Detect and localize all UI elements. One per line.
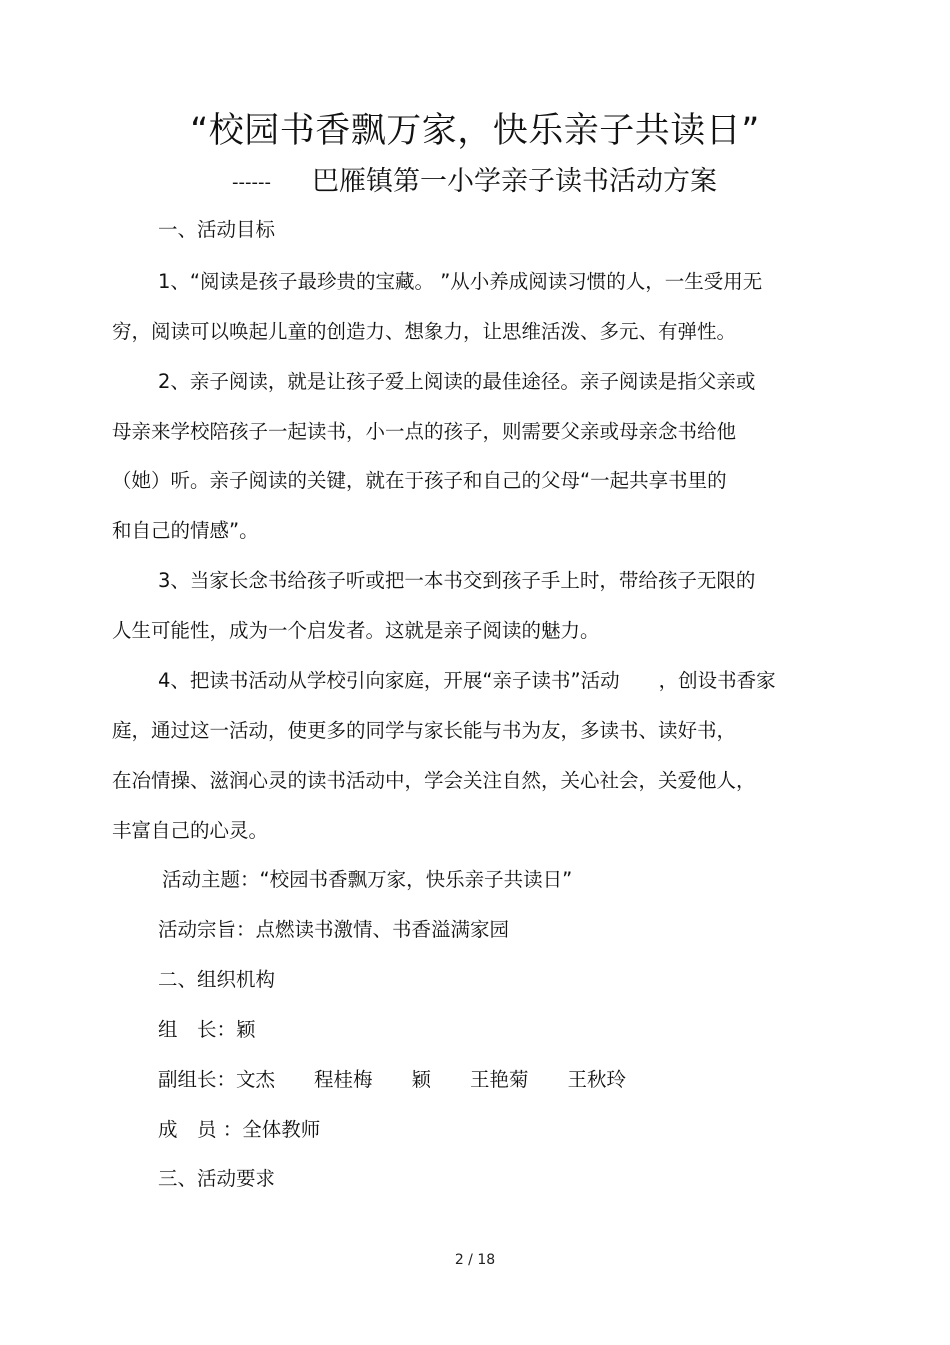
paragraph-line: 母亲来学校陪孩子一起读书，小一点的孩子，则需要父亲或母亲念书给他: [112, 420, 737, 443]
paragraph-line: 1、“阅读是孩子最珍贵的宝藏。 ”从小养成阅读习惯的人，一生受用无: [158, 270, 763, 293]
paragraph-line: 3、当家长念书给孩子听或把一本书交到孩子手上时，带给孩子无限的: [158, 569, 756, 592]
paragraph-line: 和自己的情感”。: [112, 519, 259, 542]
activity-theme: 活动主题：“校园书香飘万家，快乐亲子共读日”: [162, 868, 573, 891]
paragraph-line: 人生可能性，成为一个启发者。这就是亲子阅读的魅力。: [112, 619, 600, 642]
page-indicator: 2 / 18: [454, 1252, 496, 1268]
document-title: “校园书香飘万家，快乐亲子共读日”: [190, 111, 760, 151]
paragraph-line: 4、把读书活动从学校引向家庭，开展“亲子读书”活动 ，创设书香家: [158, 669, 776, 692]
paragraph-line: 穷，阅读可以唤起儿童的创造力、想象力，让思维活泼、多元、有弹性。: [112, 320, 737, 343]
paragraph-line: （她）听。亲子阅读的关键，就在于孩子和自己的父母“一起共享书里的: [112, 469, 727, 492]
leader-line: 组 长：颖: [158, 1018, 256, 1041]
subtitle-dashes: ------: [232, 171, 271, 193]
deputy-leader-line: 副组长：文杰 程桂梅 颖 王艳菊 王秋玲: [158, 1068, 627, 1091]
paragraph-line: 丰富自己的心灵。: [112, 819, 269, 842]
members-line: 成 员 ：全体教师: [158, 1118, 321, 1141]
paragraph-line: 在冶情操、滋润心灵的读书活动中，学会关注自然，关心社会，关爱他人，: [112, 769, 756, 792]
section-heading-requirements: 三、活动要求: [158, 1167, 276, 1190]
section-heading-organization: 二、组织机构: [158, 968, 276, 991]
subtitle-text: 巴雁镇第一小学亲子读书活动方案: [312, 166, 717, 197]
document-subtitle: [232, 164, 717, 201]
paragraph-line: 2、亲子阅读，就是让孩子爱上阅读的最佳途径。亲子阅读是指父亲或: [158, 370, 756, 393]
activity-purpose: 活动宗旨：点燃读书激情、书香溢满家园: [158, 918, 510, 941]
section-heading-goals: 一、活动目标: [158, 218, 276, 241]
paragraph-line: 庭，通过这一活动，使更多的同学与家长能与书为友，多读书、读好书，: [112, 719, 737, 742]
